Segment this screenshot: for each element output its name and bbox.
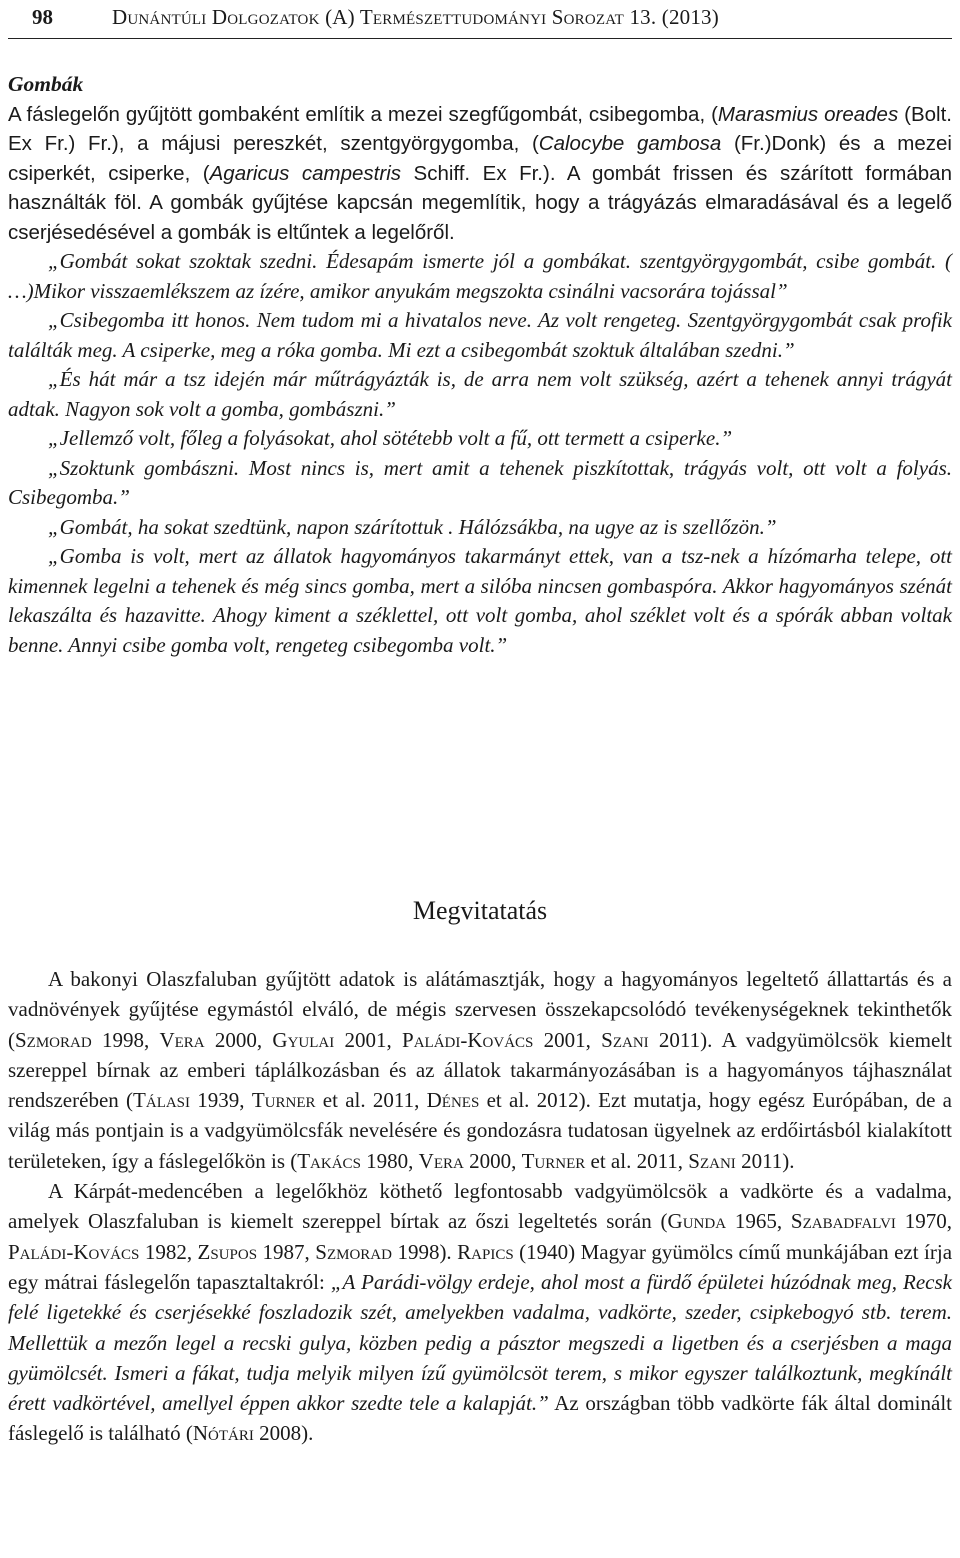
- species-name: Marasmius oreades: [717, 102, 899, 126]
- author-name: Szabadfalvi: [790, 1209, 896, 1234]
- text-run: et al. 2011,: [315, 1088, 427, 1113]
- text-run: 2011). A vadgyümölcsök kiemelt szereppel bírnak az emberi táplálkozásban és az állatok takarmányozásában is a hagyományos tájhasználat rendszerében (: [8, 1027, 953, 1113]
- text-run: Az országban több vadkörte fák által dominált fáslegelő is található (: [8, 1391, 952, 1446]
- author-name: Paládi-Kovács: [402, 1027, 534, 1052]
- running-head: [8, 2, 952, 32]
- author-name: Vera: [418, 1148, 464, 1173]
- text-run: et al. 2012). Ezt mutatja, hogy egész Európában, de a világ más pontjain is a vadgyümölcsfák nevelésére és gondozásra tudatosan ügyelnek az erdőirtásból kialakított területeken, így a fáslegelőkön is (: [8, 1088, 953, 1173]
- text-run: 1987,: [257, 1239, 316, 1264]
- paragraph-discussion-2: [8, 1176, 952, 1449]
- interview-quote: „Jellemző volt, főleg a folyásokat, ahol sötétebb volt a fű, ott termett a csiperke.”: [48, 426, 733, 450]
- author-name: Turner: [521, 1148, 586, 1173]
- author-name: Szmorad: [15, 1027, 92, 1052]
- author-name: Szmorad: [315, 1239, 392, 1264]
- section-gombak: [8, 70, 952, 660]
- text-run: A bakonyi Olaszfaluban gyűjtött adatok is alátámasztják, hogy a hagyományos legeltető állattartás és a vadnövények gyűjtése egymástól elváló, de mégis szervesen összekapcsolódó tevékenységeknek tekinthetők (: [8, 967, 952, 1052]
- author-name: Gunda: [667, 1209, 727, 1234]
- text-run: (Bolt. Ex Fr.) Fr.), a májusi pereszkét, szentgyörgygomba, (: [8, 102, 952, 155]
- text-run: A fáslegelőn gyűjtött gombaként említik a mezei szegfűgombát, csibegomba, (: [8, 102, 718, 126]
- text-run: (Fr.)Donk) és a mezei csiperkét, csiperke, (: [8, 132, 952, 185]
- subsection-heading: Gombák: [8, 72, 84, 96]
- section-discussion: [8, 964, 952, 1449]
- text-run: 1970,: [895, 1209, 952, 1234]
- author-name: Vera: [159, 1027, 205, 1052]
- text-run: 2000,: [463, 1148, 522, 1173]
- header-rule: [8, 38, 952, 39]
- author-name: Tálasi: [133, 1088, 191, 1113]
- species-name: Calocybe gambosa: [538, 132, 722, 155]
- text-run: 2000,: [204, 1027, 273, 1052]
- text-run: 1998).: [391, 1239, 458, 1264]
- interview-quote: „Gombát sokat szoktak szedni. Édesapám ismerte jól a gombákat. szentgyörgygombát, csibe gombát. ( …)Mikor visszaemlékszem az ízére, amikor anyukám megszokta csinálni vacsorára tojással”: [8, 249, 952, 303]
- author-name: Paládi-Kovács: [8, 1239, 140, 1264]
- text-run: 2011).: [735, 1148, 795, 1173]
- journal-title: Dunántúli Dolgozatok (A) Természettudományi Sorozat 13. (2013): [112, 5, 719, 29]
- text-run: 2008).: [253, 1421, 314, 1446]
- paragraph-intro: [8, 100, 952, 248]
- author-name: Turner: [251, 1088, 316, 1113]
- page-number: 98: [32, 5, 53, 29]
- text-run: 1982,: [139, 1239, 198, 1264]
- author-name: Szani: [601, 1027, 649, 1052]
- author-name: Gyulai: [272, 1027, 335, 1052]
- text-run: A Kárpát-medencében a legelőkhöz köthető legfontosabb vadgyümölcsök a vadkörte és a vadalma, amelyek Olaszfaluban is kiemelt szereppel bírtak az őszi legeltetés során (: [8, 1179, 952, 1234]
- text-run: 2001,: [334, 1027, 403, 1052]
- author-name: Dénes: [426, 1088, 480, 1113]
- text-run: 1939,: [190, 1088, 252, 1113]
- author-name: Takács: [297, 1148, 361, 1173]
- text-run: (1940) Magyar gyümölcs című munkájában ezt írja egy mátrai fáslegelőn tapasztaltakról:: [8, 1239, 953, 1294]
- species-name: Agaricus campestris: [209, 161, 402, 185]
- interview-quote: „Gombát, ha sokat szedtünk, napon szárítottuk . Hálózsákba, na ugye az is szellőzön.”: [48, 514, 777, 539]
- author-name: Szani: [688, 1148, 736, 1173]
- inline-quote: „A Parádi-völgy erdeje, ahol most a fürdő épületei húzódnak meg, Recsk felé ligetekké és cserjésekké foszladozik szét, amelyekben vadalma, vadkörte, szeder, csipkebogyó stb. terem. Mellettük a mezőn legel a recski gulya, közben pedig a pásztor megszedi a ligetben és a cserjésben a maga gyümölcsét. Ismeri a fákat, tudja melyik milyen ízű gyümölcsöt terem, s mikor egyszer találkoztunk, megkínált érett vadkörtével, amellyel éppen akkor szedte tele a kalapját.”: [8, 1269, 952, 1416]
- author-name: Rapics: [457, 1239, 514, 1264]
- interview-quote: „Gomba is volt, mert az állatok hagyományos takarmányt ettek, van a tsz-nek a hízómarha telepe, ott kimennek legelni a tehenek és még sincs gomba, mert a silóba nincsen gombaspóra. Akkor hagyományos szénát lekaszálta és hazavitte. Ahogy kiment a széklettel, ott volt gomba, ahol széklet volt és a spórák abban voltak benne. Annyi csibe gomba volt, rengeteg csibegomba volt.”: [8, 544, 952, 657]
- text-run: et al. 2011,: [585, 1148, 689, 1173]
- paragraph-discussion-1: [8, 964, 952, 1176]
- author-name: Nótári: [192, 1421, 254, 1446]
- interview-quote: „És hát már a tsz idején már műtrágyázták is, de arra nem volt szükség, azért a tehenek annyi trágyát adtak. Nagyon sok volt a gomba, gombászni.”: [8, 367, 952, 421]
- text-run: 1980,: [360, 1148, 419, 1173]
- text-run: 1965,: [726, 1209, 791, 1234]
- author-name: Zsupos: [197, 1239, 258, 1264]
- text-run: 2001,: [533, 1027, 602, 1052]
- interview-quote: „Csibegomba itt honos. Nem tudom mi a hivatalos neve. Az volt rengeteg. Szentgyörgygombát csak profik találták meg. A csiperke, meg a róka gomba. Mi ezt a csibegombát szoktuk általában szedni.”: [8, 308, 952, 362]
- interview-quote: „Szoktunk gombászni. Most nincs is, mert amit a tehenek piszkítottak, trágyás volt, ott volt a folyás. Csibegomba.”: [8, 455, 952, 509]
- section-title: Megvitatatás: [412, 896, 548, 925]
- text-run: Schiff. Ex Fr.). A gombát frissen és szárított formában használták föl. A gombák gyűjtése kapcsán megemlítik, hogy a trágyázás elmaradásával és a legelő cserjésedésével a gombák is eltűntek a legelőről.: [8, 161, 952, 244]
- text-run: 1998,: [91, 1027, 160, 1052]
